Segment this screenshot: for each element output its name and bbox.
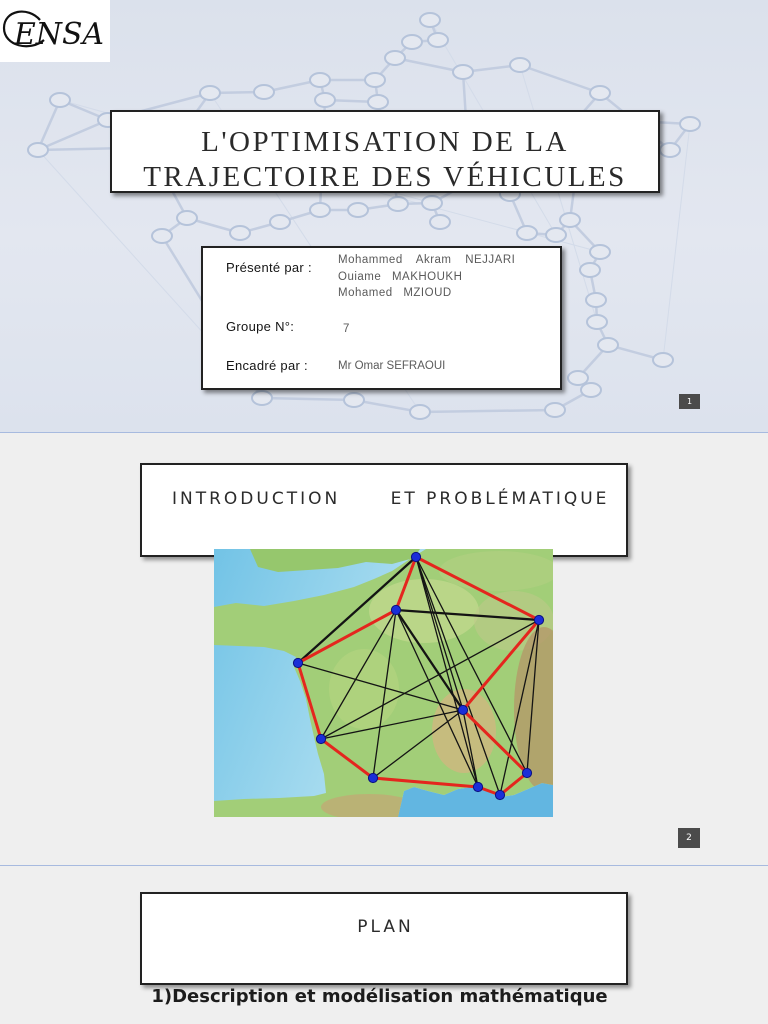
slide-3 bbox=[0, 866, 768, 1024]
slide-3-title-box bbox=[140, 892, 628, 985]
network-node bbox=[510, 58, 530, 72]
network-node bbox=[660, 143, 680, 157]
network-node bbox=[590, 86, 610, 100]
map-image bbox=[214, 549, 553, 817]
map-node bbox=[293, 658, 302, 667]
network-node bbox=[453, 65, 473, 79]
slide-2-page-number: 2 bbox=[678, 828, 700, 848]
slide-1-page-number: 1 bbox=[679, 394, 700, 409]
group-value: 7 bbox=[343, 323, 350, 335]
network-node bbox=[653, 353, 673, 367]
network-node bbox=[581, 383, 601, 397]
network-node bbox=[586, 293, 606, 307]
network-node bbox=[546, 228, 566, 242]
map-node bbox=[522, 768, 531, 777]
slide-2 bbox=[0, 433, 768, 865]
network-node bbox=[598, 338, 618, 352]
network-node bbox=[410, 405, 430, 419]
slide-1-title-box bbox=[110, 110, 660, 193]
network-node bbox=[230, 226, 250, 240]
supervisor-value: Mr Omar SEFRAOUI bbox=[338, 360, 446, 372]
slide-1-title-line-2: TRAJECTOIRE DES VÉHICULES bbox=[143, 161, 627, 193]
presenter-name: Ouiame MAKHOUKH bbox=[338, 270, 463, 283]
network-node bbox=[344, 393, 364, 407]
network-node bbox=[252, 391, 272, 405]
network-node bbox=[590, 245, 610, 259]
presentation-info-box bbox=[201, 246, 562, 390]
presenter-list bbox=[338, 252, 515, 302]
slide-2-title-box bbox=[140, 463, 628, 557]
map-node bbox=[534, 615, 543, 624]
ensa-logo bbox=[0, 0, 110, 62]
map-node bbox=[368, 773, 377, 782]
slide-1-title-line-1: L'OPTIMISATION DE LA bbox=[201, 126, 569, 158]
logo-text: ENSA bbox=[13, 17, 104, 52]
network-node bbox=[310, 203, 330, 217]
slide-1 bbox=[0, 0, 768, 432]
network-node bbox=[315, 93, 335, 107]
presenter-name: Mohamed MZIOUD bbox=[338, 287, 452, 299]
network-line bbox=[520, 65, 600, 93]
plan-item: 1)Description et modélisation mathématique bbox=[151, 986, 608, 1007]
network-node bbox=[422, 196, 442, 210]
map-node bbox=[473, 782, 482, 791]
presenter-name: Mohammed Akram NEJJARI bbox=[338, 254, 516, 266]
group-label: Groupe N°: bbox=[226, 319, 295, 334]
network-node bbox=[385, 51, 405, 65]
network-node bbox=[545, 403, 565, 417]
france-route-map bbox=[214, 549, 553, 817]
map-node bbox=[458, 705, 467, 714]
network-node bbox=[365, 73, 385, 87]
network-node bbox=[368, 95, 388, 109]
network-node bbox=[680, 117, 700, 131]
network-node bbox=[50, 93, 70, 107]
network-node bbox=[568, 371, 588, 385]
network-line bbox=[262, 398, 354, 400]
network-node bbox=[200, 86, 220, 100]
network-node bbox=[348, 203, 368, 217]
network-node bbox=[310, 73, 330, 87]
network-node bbox=[254, 85, 274, 99]
slide-2-title: INTRODUCTION ET PROBLÉMATIQUE bbox=[172, 489, 610, 509]
network-node bbox=[388, 197, 408, 211]
map-node bbox=[391, 605, 400, 614]
logo-mark bbox=[0, 0, 110, 62]
network-node bbox=[580, 263, 600, 277]
network-node bbox=[28, 143, 48, 157]
network-node bbox=[517, 226, 537, 240]
network-node bbox=[420, 13, 440, 27]
network-faint-line bbox=[663, 124, 690, 360]
network-node bbox=[430, 215, 450, 229]
network-node bbox=[152, 229, 172, 243]
slide-3-title: PLAN bbox=[357, 917, 414, 937]
network-node bbox=[587, 315, 607, 329]
presented-by-label: Présenté par : bbox=[226, 260, 312, 275]
map-node bbox=[495, 790, 504, 799]
map-node bbox=[316, 734, 325, 743]
network-node bbox=[177, 211, 197, 225]
network-node bbox=[428, 33, 448, 47]
network-line bbox=[420, 410, 555, 412]
map-node bbox=[411, 552, 420, 561]
network-node bbox=[560, 213, 580, 227]
network-node bbox=[270, 215, 290, 229]
network-node bbox=[402, 35, 422, 49]
supervisor-label: Encadré par : bbox=[226, 358, 308, 373]
